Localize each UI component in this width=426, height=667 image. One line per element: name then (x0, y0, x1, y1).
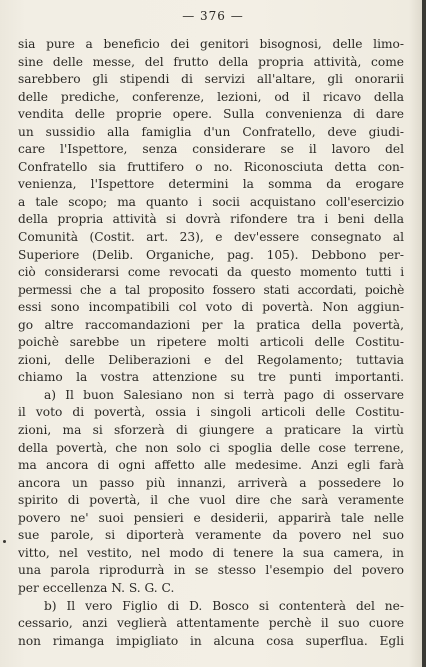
text-line: della povertà, che non solo ci spoglia delle cose terrene, (18, 440, 404, 455)
text-line: della propria attività si dovrà rifondere tra i beni della (18, 212, 404, 227)
text-line: a tale scopo; ma quanto i socii acquistano coll'esercizio (18, 194, 404, 209)
text-line: Confratello sia fruttifero o no. Riconosciuta detta con- (18, 159, 404, 174)
text-line: sue parole, si diporterà veramente da povero nel suo (18, 528, 404, 543)
text-line: sine delle messe, del frutto della propria attività, come (18, 54, 404, 69)
body-text (18, 36, 404, 650)
text-line: il voto di povertà, ossia i singoli articoli delle Costitu- (18, 405, 404, 420)
text-line: per eccellenza N. S. G. C. (18, 580, 175, 595)
text-line: vendita delle proprie opere. Sulla convenienza di dare (18, 107, 404, 122)
text-line: essi sono incompatibili col voto di povertà. Non aggiun- (18, 300, 404, 315)
text-line: vitto, nel vestito, nel modo di tenere la sua camera, in (18, 545, 404, 560)
text-line: cessario, anzi veglierà attentamente perchè il suo cuore (18, 616, 404, 631)
text-line: povero ne' suoi pensieri e desiderii, apparirà tale nelle (18, 510, 404, 525)
page-edge-shadow (422, 0, 426, 667)
text-line: un sussidio alla famiglia d'un Confratello, deve giudi- (18, 124, 404, 139)
text-line: sia pure a beneficio dei genitori bisognosi, delle limo- (18, 37, 404, 51)
text-line: zioni, delle Deliberazioni e del Regolamento; tuttavia (18, 352, 404, 367)
text-line: permessi che a tal proposito fossero stati accordati, poichè (18, 282, 404, 297)
text-line: a) Il buon Salesiano non si terrà pago di osservare (44, 387, 404, 402)
text-line: zioni, ma si sforzerà di giungere a praticare la virtù (18, 423, 404, 438)
text-line: Comunità (Costit. art. 23), e dev'essere consegnato al (18, 230, 404, 245)
text-line: delle prediche, conferenze, lezioni, od il ricavo della (18, 89, 404, 104)
text-line: ciò considerarsi come revocati da questo momento tutti i (18, 265, 404, 280)
text-line: non rimanga impigliato in alcuna cosa superflua. Egli (18, 633, 404, 648)
text-line: poichè sarebbe un ripetere molti articoli delle Costitu- (18, 335, 404, 350)
text-line: chiamo la vostra attenzione su tre punti importanti. (18, 370, 404, 385)
text-line: venienza, l'Ispettore determini la somma da erogare (18, 177, 404, 192)
text-line: Superiore (Delib. Organiche, pag. 105). Debbono per- (18, 247, 404, 262)
text-line: spirito di povertà, il che vuol dire che sarà veramente (18, 493, 404, 508)
text-line: b) Il vero Figlio di D. Bosco si contenterà del ne- (44, 598, 404, 613)
text-line: ma ancora di ogni affetto alle medesime. Anzi egli farà (18, 458, 404, 473)
text-line: care l'Ispettore, senza considerare se il lavoro del (18, 142, 404, 157)
text-line: sarebbero gli stipendi di servizi all'altare, gli onorarii (18, 72, 404, 87)
text-line: una parola riprodurrà in se stesso l'esempio del povero (18, 563, 404, 578)
margin-dot-mark (3, 540, 6, 543)
text-line: ancora un passo più innanzi, arriverà a possedere lo (18, 475, 404, 490)
text-line: go altre raccomandazioni per la pratica della povertà, (18, 317, 404, 332)
page-number: — 376 — (182, 9, 244, 23)
